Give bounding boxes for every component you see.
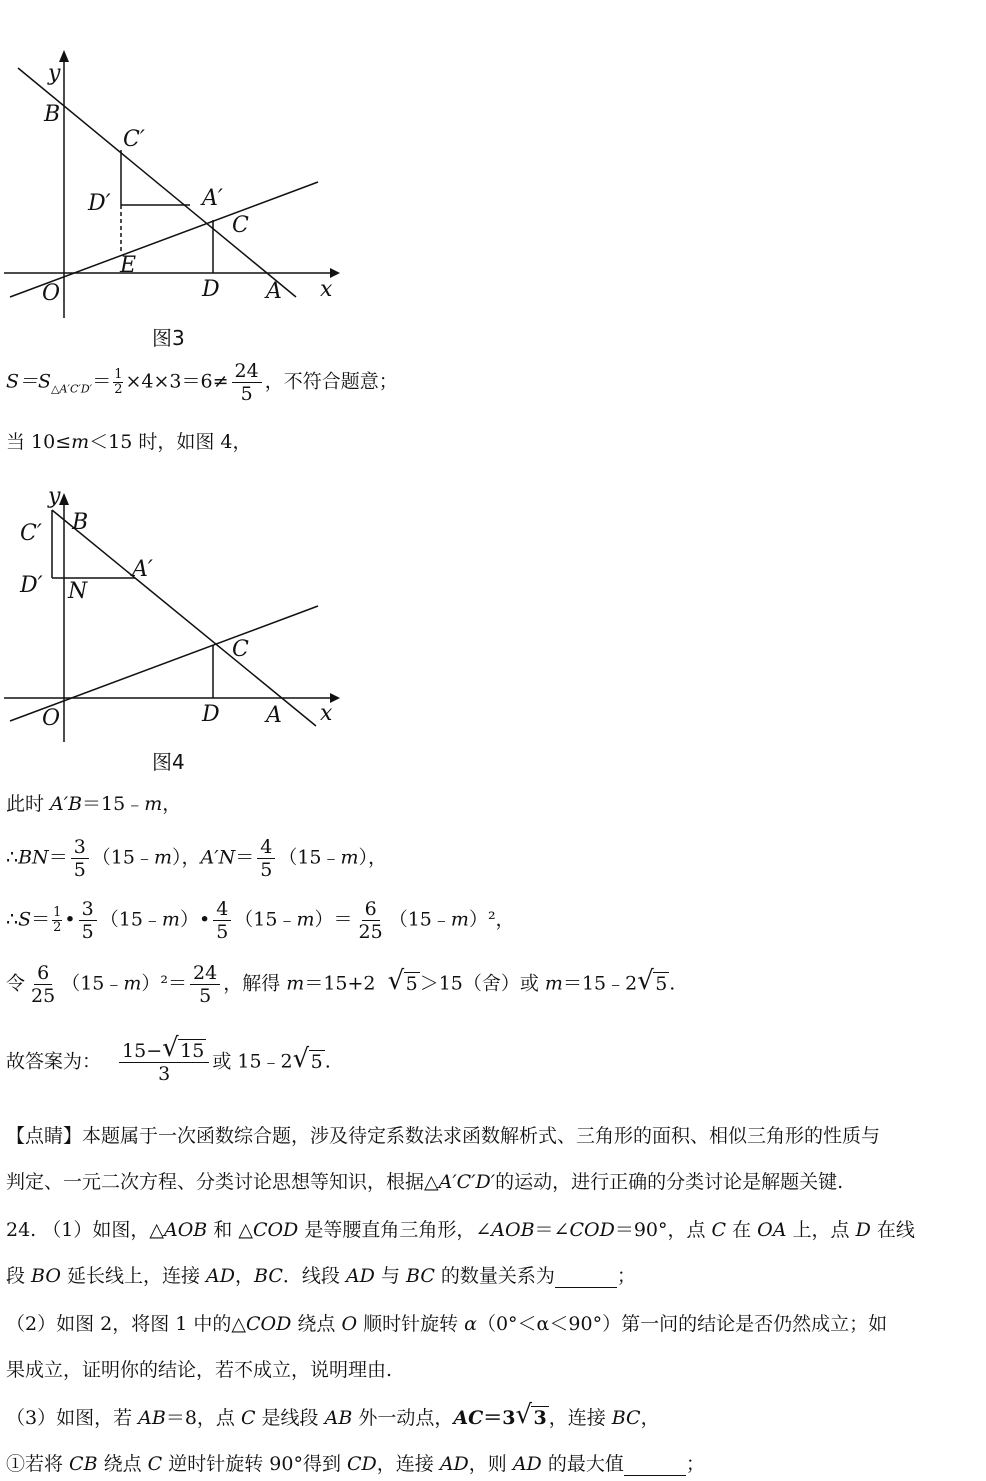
q24-line-2: 段 BO 延长线上，连接 AD，BC．线段 AD 与 BC 的数量关系为 ； xyxy=(6,1265,636,1287)
figure-4 xyxy=(0,482,340,750)
answer-fraction: $\frac{15-√ 15}{3}$ xyxy=(119,1040,209,1085)
text-line-4: ∴BN＝ $\frac{3}{5}$ （15﹣m），A′N＝ $\frac{4}{5}$ （15﹣m）， xyxy=(6,836,388,881)
fig3-label-C: C xyxy=(232,213,249,238)
q24-line-1: 24. （1）如图，△AOB 和 △COD 是等腰直角三角形，∠AOB＝∠COD＝90°，点 C 在 OA 上，点 D 在线 xyxy=(6,1219,915,1241)
fig4-caption: 图4 xyxy=(152,750,185,774)
text-line-3: 此时 A′B＝15﹣m， xyxy=(6,793,182,815)
fig4-label-C-prime: C′ xyxy=(20,521,42,546)
fig4-label-B: B xyxy=(72,510,89,535)
sqrt-5b: √ 5 xyxy=(637,972,669,996)
fig4-label-A-prime: A′ xyxy=(132,557,153,582)
fig4-label-N: N xyxy=(68,579,88,604)
fig3-label-x: x xyxy=(320,277,333,302)
q24-line-5: （3）如图，若 AB＝8，点 C 是线段 AB 外一动点，AC＝3√ 3 ，连接 BC， xyxy=(6,1406,660,1430)
text-line-5: ∴S＝ $\frac{1}{2}$ • $\frac{3}{5}$ （15﹣m）• $\frac{4}{5}$ （15﹣m）＝ $\frac{6}{25}$ （15﹣m）²， xyxy=(6,898,515,943)
q24-line-6: ①若将 CB 绕点 C 逆时针旋转 90°得到 CD，连接 AD，则 AD 的最大值 ； xyxy=(6,1453,705,1475)
q24-line-4: 果成立，证明你的结论，若不成立，说明理由. xyxy=(6,1359,393,1381)
frac-half: $\frac{1}{2}$ xyxy=(114,367,123,397)
fig3-label-B: B xyxy=(44,102,61,127)
fig3-label-E: E xyxy=(120,253,137,278)
q24-line-3: （2）如图 2，将图 1 中的△COD 绕点 O 顺时针旋转 α（0°＜α＜90°）第一问的结论是否仍然成立；如 xyxy=(6,1313,888,1335)
frac-24-5: $\frac{24}{5}$ xyxy=(232,360,262,405)
text-line-2: 当 10≤m＜15 时，如图 4， xyxy=(6,431,252,453)
fig3-label-y: y xyxy=(48,61,61,86)
fig3-label-D-prime: D′ xyxy=(88,191,111,216)
fig4-label-C: C xyxy=(232,637,249,662)
comment-line-1: 【点睛】本题属于一次函数综合题，涉及待定系数法求函数解析式、三角形的面积、相似三角形的性质与 xyxy=(6,1125,881,1147)
text-line-1: $S=S_{\triangle A'C'D'}=$ $\frac{1}{2}$ ×4×3＝6≠ $\frac{24}{5}$ ，不符合题意； xyxy=(6,360,398,405)
fig3-label-A-prime: A′ xyxy=(202,186,223,211)
figure-3 xyxy=(0,40,340,325)
answer-blank-2[interactable] xyxy=(624,1457,686,1476)
comment-line-2: 判定、一元二次方程、分类讨论思想等知识，根据△A′C′D′的运动，进行正确的分类讨论是解题关键. xyxy=(6,1171,844,1193)
text-line-7: 故答案为： $\frac{15-√ 15}{3}$ 或 15﹣2√ 5 . xyxy=(6,1040,331,1085)
fig3-label-O: O xyxy=(42,281,61,306)
fig4-label-D-prime: D′ xyxy=(20,573,43,598)
fig4-label-O: O xyxy=(42,706,61,731)
fig4-label-x: x xyxy=(320,701,333,726)
fig3-label-C-prime: C′ xyxy=(123,127,145,152)
fig4-label-A: A xyxy=(266,703,282,728)
text-line-6: 令 $\frac{6}{25}$ （15﹣m）²＝ $\frac{24}{5}$ ，解得 m＝15+2 √ 5 ＞15（舍）或 m＝15﹣2√ 5 . xyxy=(6,962,675,1007)
fig4-label-y: y xyxy=(48,484,61,509)
sqrt-5: √ 5 xyxy=(388,972,420,996)
fig4-label-D: D xyxy=(202,702,220,727)
answer-blank-1[interactable] xyxy=(555,1269,617,1288)
fig3-caption: 图3 xyxy=(152,326,185,350)
fig3-label-D: D xyxy=(202,277,220,302)
fig3-label-A: A xyxy=(266,279,282,304)
